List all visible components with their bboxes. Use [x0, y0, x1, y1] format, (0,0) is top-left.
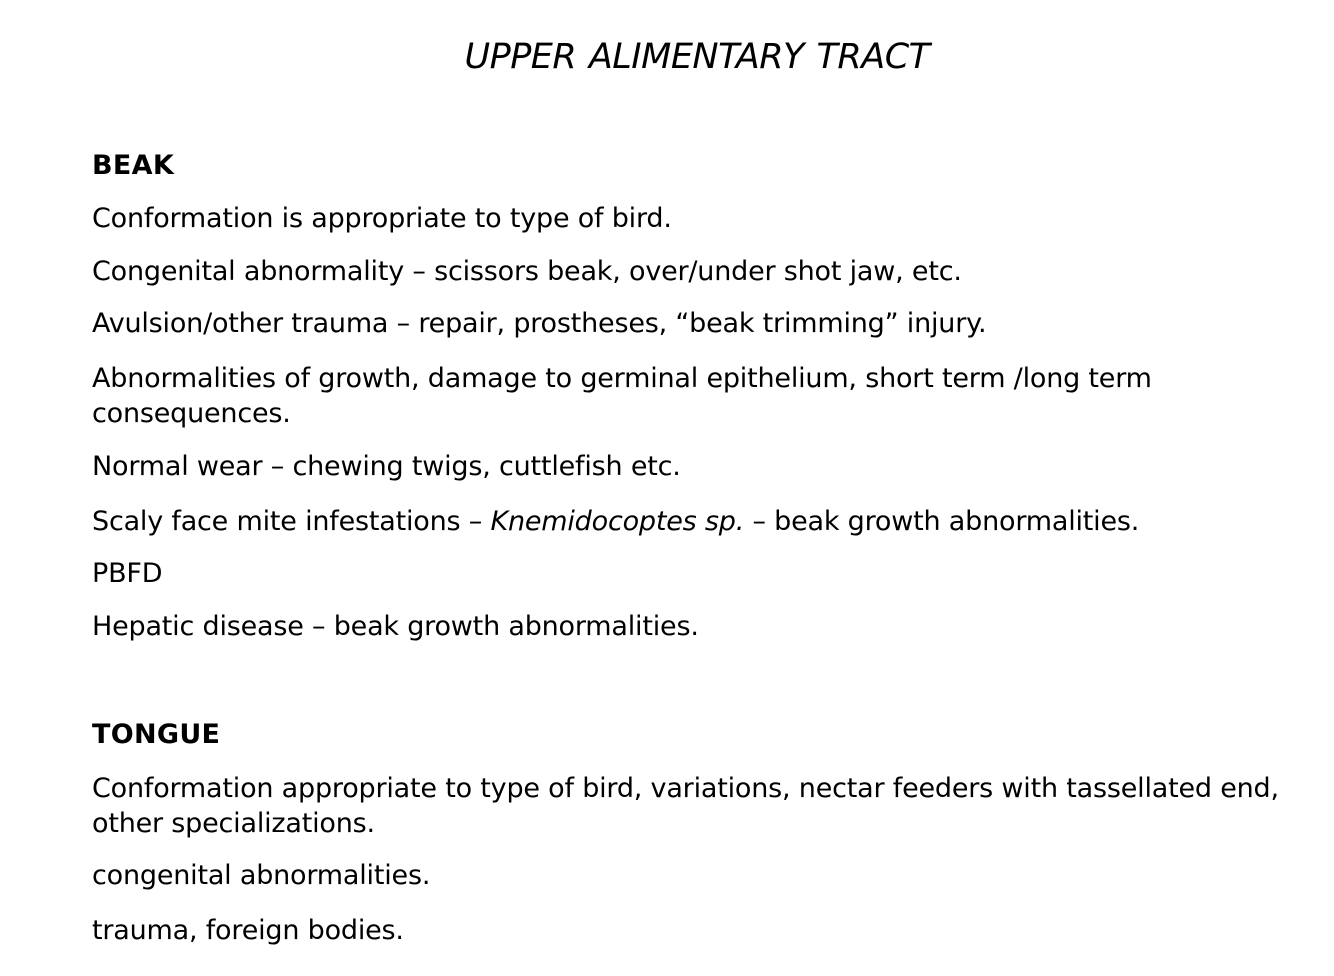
- tongue-item-trauma: trauma, foreign bodies.: [92, 915, 404, 946]
- section-heading-tongue: TONGUE: [92, 719, 221, 750]
- section-heading-beak: BEAK: [92, 150, 175, 181]
- beak-item-growth: Abnormalities of growth, damage to germinal epithelium, short term /long term consequences.: [92, 363, 1152, 429]
- beak-item-wear: Normal wear – chewing twigs, cuttlefish etc.: [92, 451, 681, 482]
- document-title: UPPER ALIMENTARY TRACT: [464, 37, 930, 77]
- mite-text-after: – beak growth abnormalities.: [744, 506, 1140, 537]
- tongue-item-congenital: congenital abnormalities.: [92, 860, 431, 891]
- mite-species-name: Knemidocoptes sp.: [490, 506, 745, 537]
- beak-item-pbfd: PBFD: [92, 558, 163, 589]
- beak-item-congenital: Congenital abnormality – scissors beak, over/under shot jaw, etc.: [92, 256, 962, 287]
- beak-item-avulsion: Avulsion/other trauma – repair, prostheses, “beak trimming” injury.: [92, 308, 987, 339]
- mite-text-before: Scaly face mite infestations –: [92, 506, 491, 537]
- beak-item-conformation: Conformation is appropriate to type of bird.: [92, 203, 672, 234]
- beak-item-mite: [92, 504, 1292, 539]
- tongue-item-conformation: Conformation appropriate to type of bird, variations, nectar feeders with tassellated end, other specializations.: [92, 773, 1279, 839]
- beak-item-hepatic: Hepatic disease – beak growth abnormalities.: [92, 611, 699, 642]
